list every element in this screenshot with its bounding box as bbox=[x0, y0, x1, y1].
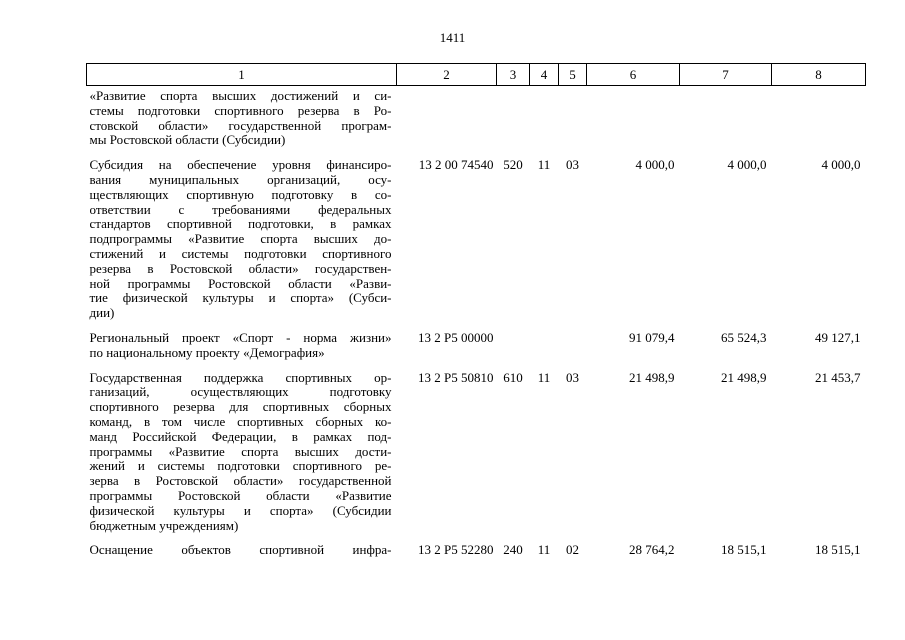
description-line: бюджетным учреждениям) bbox=[89, 517, 239, 533]
description-line: ответствии с требованиями федеральных bbox=[89, 201, 392, 217]
budget-code-cell: 13 2 P5 52280 bbox=[418, 542, 494, 558]
description-cell bbox=[87, 86, 397, 159]
header-col-8: 8 bbox=[772, 64, 866, 86]
expense-type-cell bbox=[497, 86, 530, 159]
subsection-cell: 03 bbox=[566, 369, 579, 385]
amount-year1-cell: 4 000,0 bbox=[635, 157, 675, 173]
description-cell bbox=[87, 371, 397, 544]
table-row bbox=[87, 543, 866, 558]
description-line: ществляющих спортивную подготовку в со- bbox=[89, 186, 392, 202]
description-line: тие физической культуры и спорта» (Субси- bbox=[89, 290, 392, 306]
amount-year1-cell bbox=[587, 86, 680, 159]
description-line: стовской области» государственной програм- bbox=[89, 117, 392, 133]
amount-year2-cell: 21 498,9 bbox=[721, 369, 767, 385]
expense-type-cell: 520 bbox=[503, 157, 523, 173]
amount-year1-cell: 21 498,9 bbox=[629, 369, 675, 385]
description-line: спортивного резерва для спортивных сборных bbox=[89, 399, 392, 415]
budget-code-cell: 13 2 00 74540 bbox=[418, 157, 494, 173]
expense-type-cell: 240 bbox=[503, 542, 523, 558]
subsection-cell bbox=[559, 86, 587, 159]
header-col-2: 2 bbox=[397, 64, 497, 86]
amount-year3-cell: 18 515,1 bbox=[815, 542, 861, 558]
description-line: «Развитие спорта высших достижений и си- bbox=[89, 88, 392, 103]
description-line: мы Ростовской области (Субсидии) bbox=[89, 132, 286, 148]
amount-year2-cell bbox=[680, 86, 772, 159]
description-line: Региональный проект «Спорт - норма жизни» bbox=[89, 329, 392, 345]
header-col-7: 7 bbox=[680, 64, 772, 86]
description-line: ной программы Ростовской области «Разви- bbox=[89, 275, 392, 291]
description-line: ганизаций, осуществляющих подготовку bbox=[89, 384, 392, 400]
description-line: физической культуры и спорта» (Субсидии bbox=[89, 502, 392, 518]
amount-year1-cell: 91 079,4 bbox=[629, 329, 675, 345]
budget-code-cell bbox=[397, 86, 497, 159]
header-col-5: 5 bbox=[559, 64, 587, 86]
description-line: стандартов спортивной подготовки, в рамках bbox=[89, 216, 392, 232]
subsection-cell bbox=[559, 331, 587, 371]
table-row bbox=[87, 371, 866, 544]
description-line: дии) bbox=[89, 305, 115, 321]
amount-year3-cell: 49 127,1 bbox=[815, 329, 861, 345]
header-row bbox=[87, 64, 866, 86]
description-line: команд, в том числе спортивных сборных ко- bbox=[89, 413, 392, 429]
description-line: резерва в Ростовской области» государствен- bbox=[89, 260, 392, 276]
amount-year2-cell: 18 515,1 bbox=[721, 542, 767, 558]
amount-year2-cell: 4 000,0 bbox=[727, 157, 767, 173]
subsection-cell: 02 bbox=[566, 542, 579, 558]
table-row bbox=[87, 86, 866, 159]
description-line: вания муниципальных организаций, осу- bbox=[89, 171, 392, 187]
page-number: 1411 bbox=[439, 30, 466, 45]
description-line: Субсидия на обеспечение уровня финансиро- bbox=[89, 157, 392, 173]
description-line: стемы подготовки спортивного резерва в Ро- bbox=[89, 102, 392, 118]
section-cell: 11 bbox=[537, 542, 551, 558]
description-cell bbox=[87, 158, 397, 331]
description-line: Государственная поддержка спортивных ор- bbox=[89, 369, 392, 385]
description-line: зерва в Ростовской области» государственной bbox=[89, 473, 392, 489]
section-cell bbox=[530, 86, 559, 159]
table-row bbox=[87, 158, 866, 331]
header-col-1: 1 bbox=[87, 64, 397, 86]
description-cell bbox=[87, 331, 397, 371]
amount-year2-cell: 65 524,3 bbox=[721, 329, 767, 345]
budget-code-cell: 13 2 P5 00000 bbox=[418, 329, 494, 345]
expense-type-cell bbox=[497, 331, 530, 371]
amount-year3-cell bbox=[772, 86, 866, 159]
expense-type-cell: 610 bbox=[503, 369, 523, 385]
description-line: по национальному проекту «Демография» bbox=[89, 344, 325, 360]
header-col-4: 4 bbox=[530, 64, 559, 86]
section-cell: 11 bbox=[537, 157, 551, 173]
description-line: программы Ростовской области «Развитие bbox=[89, 487, 392, 503]
header-col-3: 3 bbox=[497, 64, 530, 86]
description-line: программы «Развитие спорта высших дости- bbox=[89, 443, 392, 459]
description-line: манд Российской Федерации, в рамках под- bbox=[89, 428, 392, 444]
section-cell bbox=[530, 331, 559, 371]
description-cell bbox=[87, 543, 397, 558]
header-col-6: 6 bbox=[587, 64, 680, 86]
amount-year1-cell: 28 764,2 bbox=[629, 542, 675, 558]
description-line: стижений и системы подготовки спортивного bbox=[89, 245, 392, 261]
section-cell: 11 bbox=[537, 369, 551, 385]
budget-code-cell: 13 2 P5 50810 bbox=[418, 369, 494, 385]
description-line: Оснащение объектов спортивной инфра- bbox=[89, 542, 392, 558]
amount-year3-cell: 21 453,7 bbox=[815, 369, 861, 385]
table-row bbox=[87, 331, 866, 371]
amount-year3-cell: 4 000,0 bbox=[821, 157, 861, 173]
description-line: подпрограммы «Развитие спорта высших до- bbox=[89, 231, 392, 247]
budget-table bbox=[86, 63, 866, 558]
subsection-cell: 03 bbox=[566, 157, 579, 173]
description-line: жений и системы подготовки спортивного ре- bbox=[89, 458, 392, 474]
